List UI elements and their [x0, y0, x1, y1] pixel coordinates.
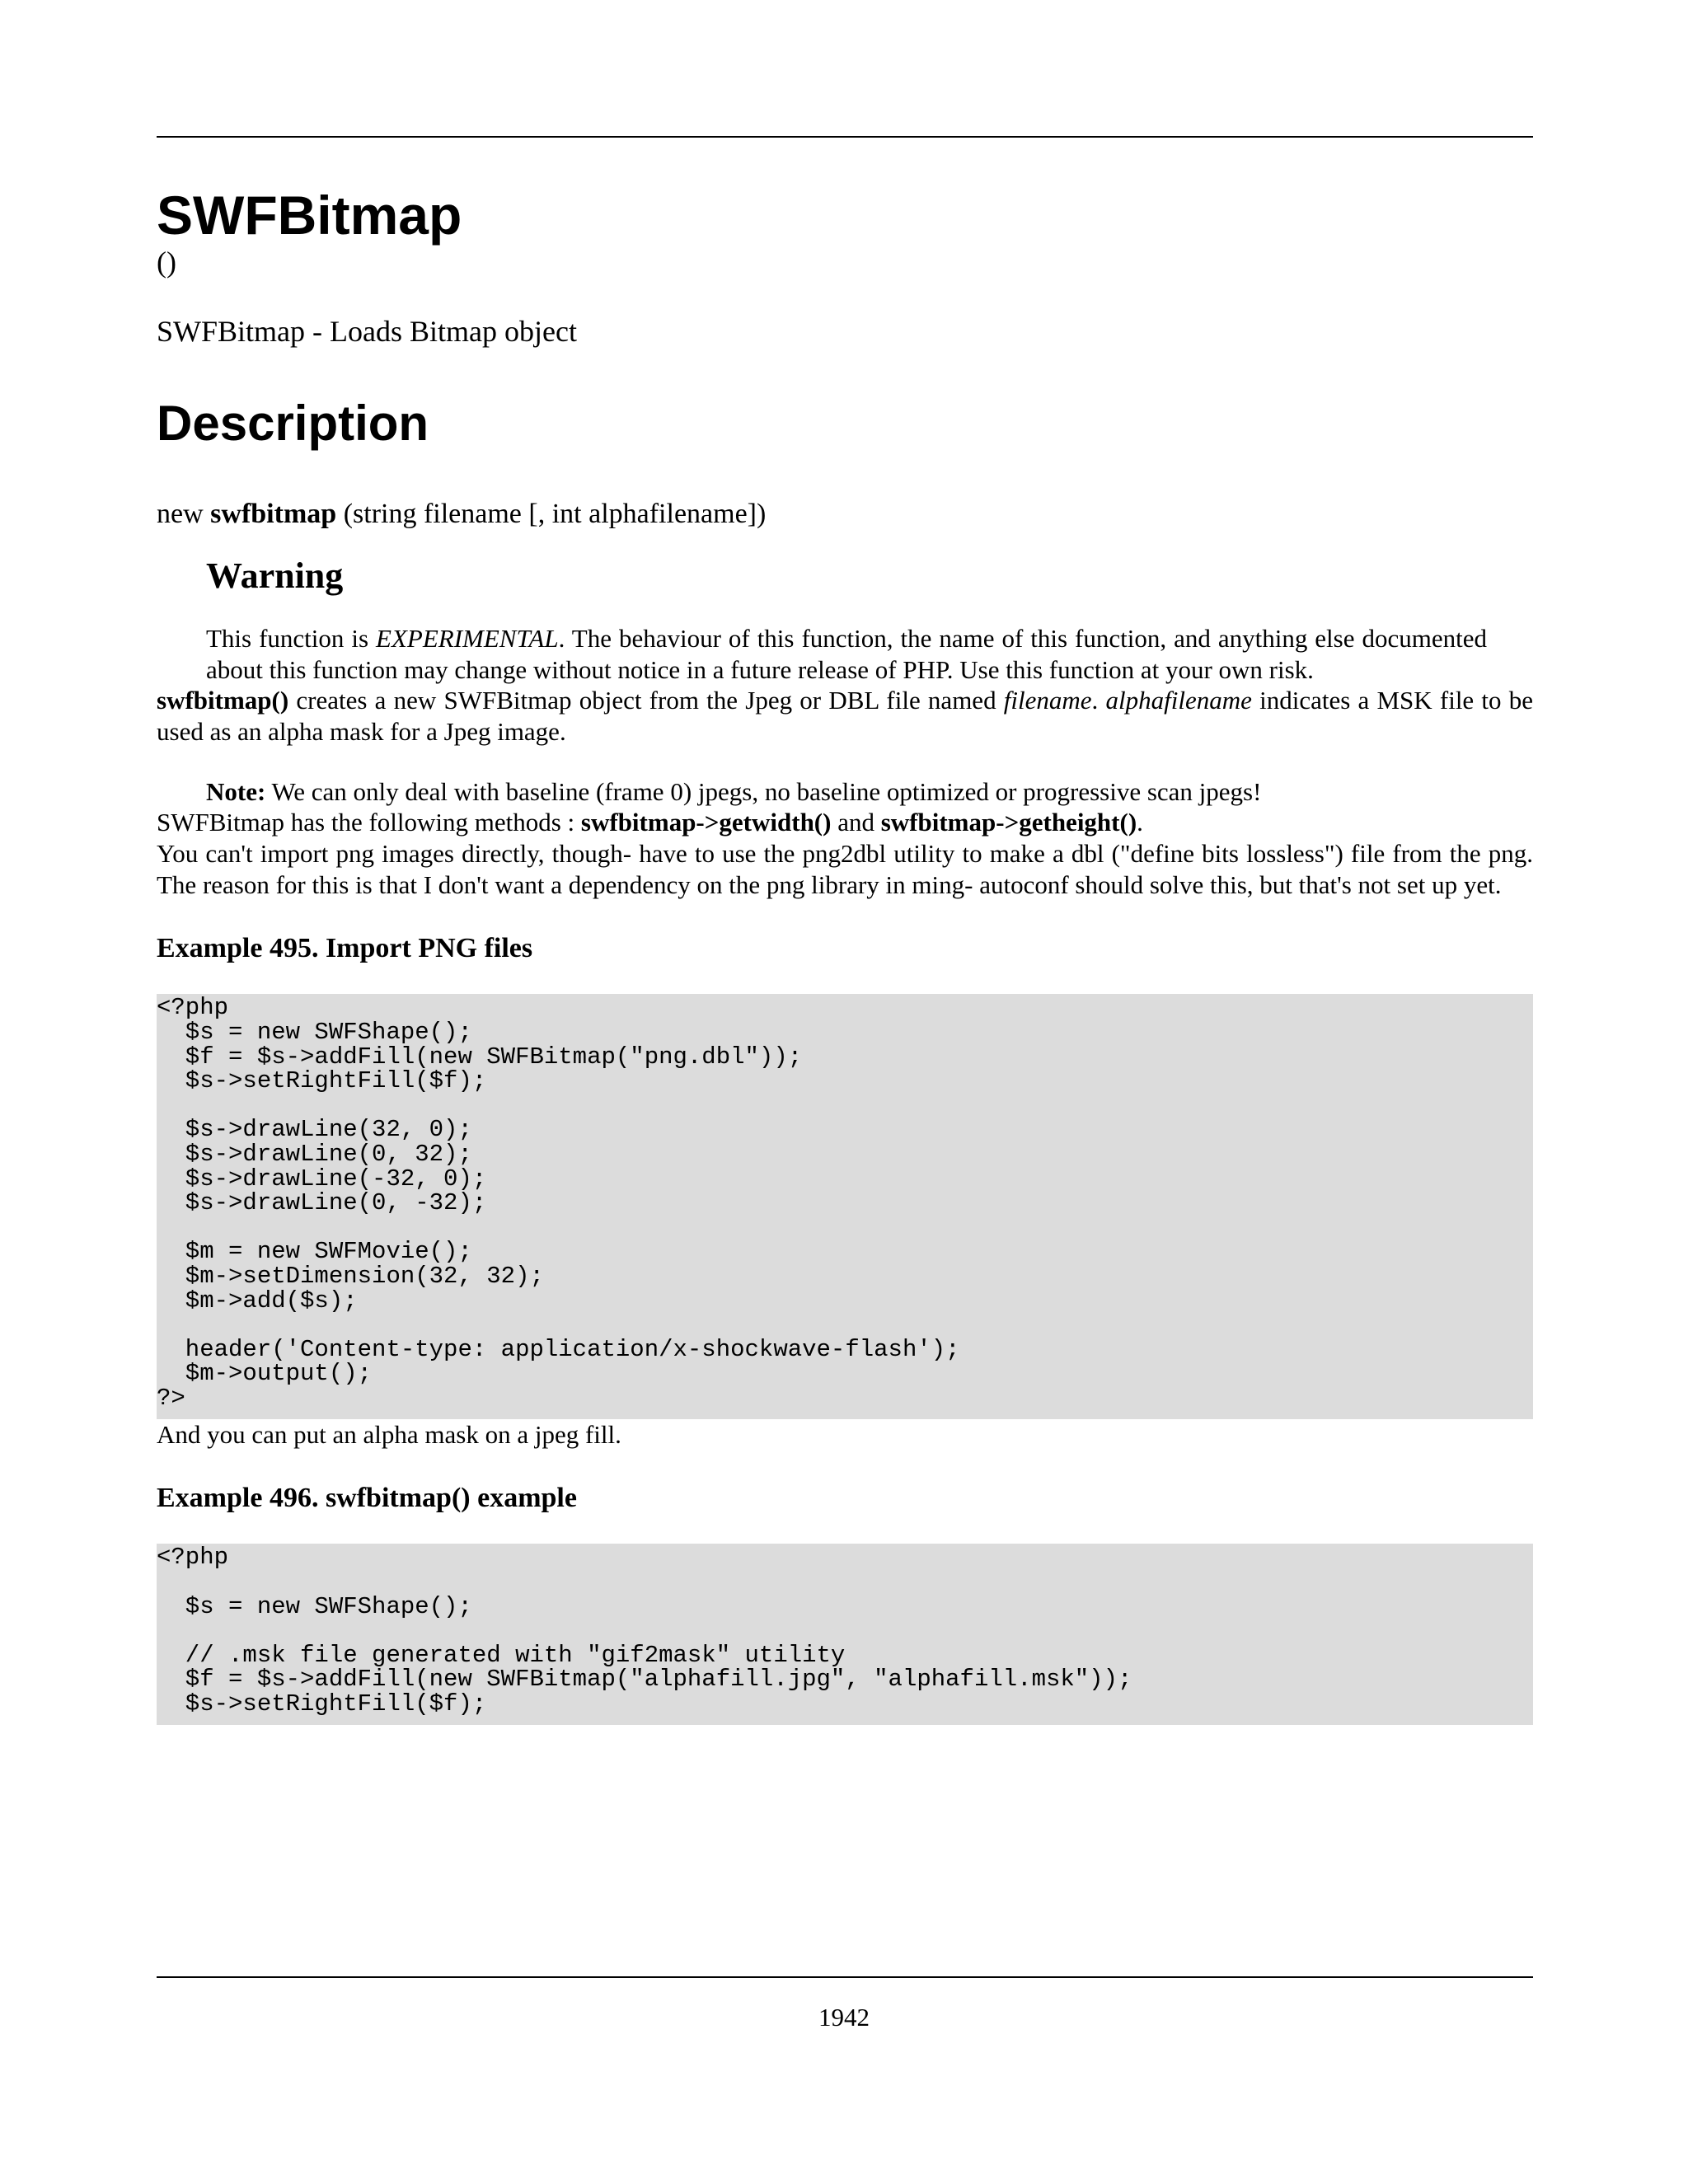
example-496-code: <?php $s = new SWFShape(); // .msk file generated with "gif2mask" utility $f = $s->addFill(new SWFBitmap("alphafill.jpg", "alphafill.msk")); $s->setRightFill($f); — [157, 1544, 1533, 1724]
paragraph-text: indicates a MSK file to be used as an alpha mask for a Jpeg image. — [157, 686, 1533, 747]
note-text: We can only deal with baseline (frame 0) jpegs, no baseline optimized or progressive scan jpegs! — [265, 777, 1262, 807]
footer-rule — [157, 1976, 1533, 1978]
paragraph-text: . — [1091, 686, 1106, 715]
parameter-ref: alphafilename — [1105, 686, 1252, 715]
note-label: Note: — [206, 777, 266, 807]
content — [157, 185, 1533, 1725]
page-title: SWFBitmap — [157, 185, 462, 246]
warning-text-part: This function is — [206, 623, 377, 653]
example-495-code: <?php $s = new SWFShape(); $f = $s->addFill(new SWFBitmap("png.dbl")); $s->setRightFill($f); $s->drawLine(32, 0); $s->drawLine(0, 32); $s->drawLine(-32, 0); $s->drawLine(0, -32); $m = new SWFMovie(); $m->setDimension(32, 32); $m->add($s); header('Content-type: application/x-shockwave-flash'); $m->output(); ?> — [157, 994, 1533, 1418]
warning-text — [206, 623, 1487, 686]
example-496-title: Example 496. swfbitmap() example — [157, 1483, 577, 1514]
function-synopsis — [157, 499, 1533, 530]
paragraph-text: SWFBitmap has the following methods : — [157, 808, 581, 837]
method-ref: swfbitmap->getwidth() — [580, 808, 832, 837]
page-number: 1942 — [818, 2003, 870, 2032]
warning-box — [206, 555, 1487, 685]
methods-paragraph — [157, 807, 1533, 838]
alpha-paragraph: And you can put an alpha mask on a jpeg fill. — [157, 1419, 621, 1449]
paragraph-text: creates a new SWFBitmap object from the Jpeg or DBL file named — [288, 686, 1004, 715]
function-ref: swfbitmap() — [157, 686, 289, 715]
paragraph-text: and — [831, 808, 881, 837]
description-heading: Description — [157, 395, 429, 451]
note — [206, 777, 1533, 807]
synopsis-function-name: swfbitmap — [210, 498, 337, 529]
refpurpose: SWFBitmap - Loads Bitmap object — [157, 314, 577, 348]
title-parens: () — [157, 245, 176, 279]
png-paragraph: You can't import png images directly, though- have to use the png2dbl utility to make a dbl ("define bits lossless") file from the png. The reason for this is that I don't want a dependency on the png library in ming- autoconf should solve this, but that's not set up yet. — [157, 838, 1533, 899]
synopsis-prefix: new — [157, 498, 211, 529]
create-paragraph — [157, 685, 1533, 748]
warning-text-part: . The behaviour of this function, the name of this function, and anything else documented about this function may change without notice in a future release of PHP. Use this function at your own risk. — [206, 623, 1487, 684]
parameter-ref: filename — [1003, 686, 1092, 715]
header-rule — [157, 136, 1533, 138]
method-ref: swfbitmap->getheight() — [880, 808, 1137, 837]
paragraph-text: . — [1137, 808, 1143, 837]
warning-heading: Warning — [206, 555, 344, 596]
synopsis-params: (string filename [, int alphafilename]) — [336, 498, 767, 529]
warning-emphasis: EXPERIMENTAL — [376, 623, 559, 653]
example-495-title: Example 495. Import PNG files — [157, 933, 533, 964]
